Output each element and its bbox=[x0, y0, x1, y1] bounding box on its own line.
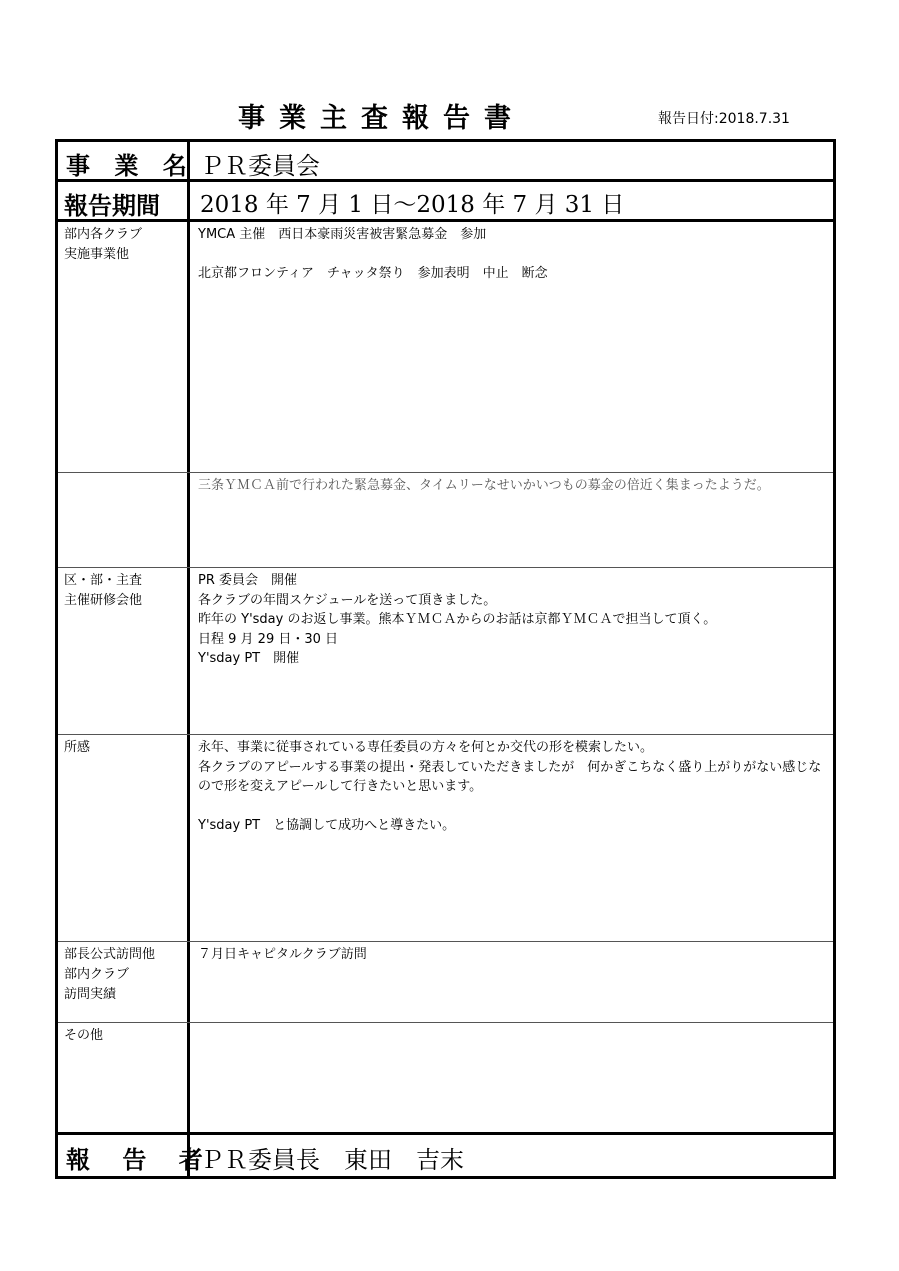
row-visits bbox=[58, 941, 833, 1022]
report-date: 報告日付:2018.7.31 bbox=[658, 111, 790, 127]
club-events-label: 部内各クラブ 実施事業他 bbox=[64, 227, 143, 262]
reporter-label: 報 告 者 bbox=[66, 1146, 215, 1174]
period-value: 2018 年 7 月 1 日～2018 年 7 月 31 日 bbox=[200, 192, 625, 218]
remarks-content: 三条ＹＭＣＡ前で行われた緊急募金、タイムリーなせいかいつもの募金の倍近く集まったようだ。 bbox=[198, 478, 770, 493]
row-remarks bbox=[58, 472, 833, 567]
page-title: 事業主査報告書 bbox=[238, 103, 525, 134]
row-project-name bbox=[58, 142, 833, 179]
other-label: その他 bbox=[64, 1028, 104, 1043]
visits-label: 部長公式訪問他 部内クラブ 訪問実績 bbox=[64, 947, 156, 1002]
seminars-content: PR 委員会 開催 各クラブの年間スケジュールを送って頂きました。 昨年の Y'sday のお返し事業。熊本ＹＭＣＡからのお話は京都ＹＭＣＡで担当して頂く。 日程 9 月 29 日・30 日 Y'sday PT 開催 bbox=[198, 573, 717, 666]
impressions-label: 所感 bbox=[64, 740, 91, 755]
project-name-label: 事 業 名 bbox=[66, 152, 195, 180]
row-seminars bbox=[58, 567, 833, 734]
reporter-value: ＰＲ委員長 東田 吉末 bbox=[200, 1146, 464, 1174]
project-name-value: ＰＲ委員会 bbox=[200, 152, 320, 180]
row-club-events bbox=[58, 219, 833, 472]
row-period bbox=[58, 179, 833, 219]
row-impressions bbox=[58, 734, 833, 941]
club-events-content: YMCA 主催 西日本豪雨災害被害緊急募金 参加 北京都フロンティア チャッタ祭り 参加表明 中止 断念 bbox=[198, 227, 548, 281]
visits-content: ７月日キャピタルクラブ訪問 bbox=[198, 947, 367, 962]
period-label: 報告期間 bbox=[64, 192, 160, 220]
impressions-content: 永年、事業に従事されている専任委員の方々を何とか交代の形を模索したい。 各クラブのアピールする事業の提出・発表していただきましたが 何かぎこちなく盛り上がりがない感じなので形を変えアピールして行きたいと思います。 Y'sday PT と協調して成功へと導きたい。 bbox=[198, 740, 822, 833]
row-reporter bbox=[58, 1132, 833, 1176]
row-other bbox=[58, 1022, 833, 1132]
report-form bbox=[55, 139, 836, 1179]
seminars-label: 区・部・主査 主催研修会他 bbox=[64, 573, 143, 608]
